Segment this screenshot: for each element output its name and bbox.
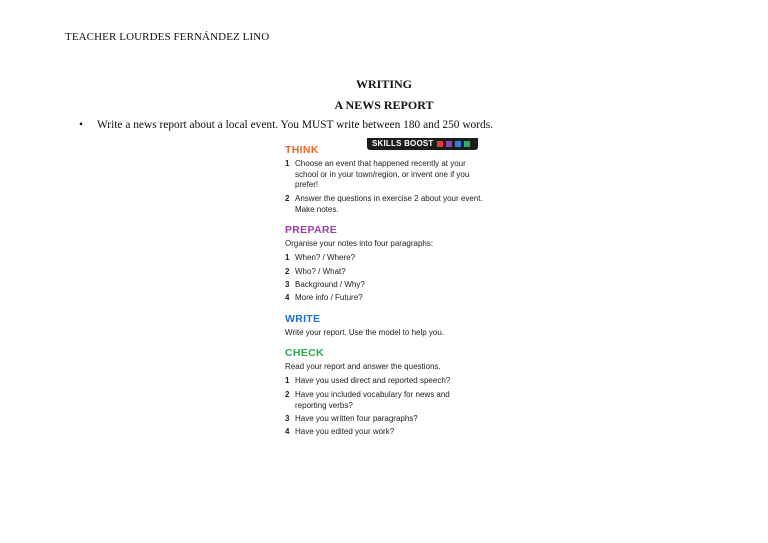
- skills-boost-label: SKILLS BOOST: [372, 139, 434, 148]
- skills-boost-badge: [367, 138, 478, 150]
- think-item-2: Answer the questions in exercise 2 about your event. Make notes.: [295, 194, 483, 214]
- badge-square-green: [464, 141, 470, 147]
- check-num-3: 3: [285, 414, 290, 423]
- write-title: WRITE: [285, 313, 321, 325]
- check-title: CHECK: [285, 347, 324, 359]
- prepare-item-1: When? / Where?: [295, 253, 356, 262]
- prepare-num-3: 3: [285, 280, 290, 289]
- instruction-bullet: [79, 119, 493, 131]
- think-title: THINK: [285, 144, 319, 156]
- think-item-1: Choose an event that happened recently at your school or in your town/region, or invent one if you prefer!: [295, 159, 470, 189]
- check-item-1: Have you used direct and reported speech?: [295, 376, 451, 385]
- prepare-num-1: 1: [285, 253, 290, 262]
- author-header: TEACHER LOURDES FERNÁNDEZ LINO: [65, 31, 270, 43]
- instruction-text: Write a news report about a local event. You MUST write between 180 and 250 words.: [97, 119, 494, 131]
- prepare-title: PREPARE: [285, 224, 338, 236]
- check-intro: Read your report and answer the questions.: [285, 362, 441, 371]
- prepare-intro: Organise your notes into four paragraphs:: [285, 239, 434, 248]
- badge-square-blue: [455, 141, 461, 147]
- check-item-2: Have you included vocabulary for news and reporting verbs?: [295, 390, 450, 410]
- check-num-2: 2: [285, 390, 290, 399]
- write-intro: Write your report. Use the model to help you.: [285, 328, 445, 337]
- check-item-4: Have you edited your work?: [295, 427, 395, 436]
- skills-card: [281, 138, 488, 441]
- check-num-1: 1: [285, 376, 290, 385]
- check-item-3: Have you written four paragraphs?: [295, 414, 418, 423]
- prepare-num-4: 4: [285, 293, 290, 302]
- badge-square-purple: [446, 141, 452, 147]
- page-title: WRITING: [355, 77, 412, 91]
- check-num-4: 4: [285, 427, 290, 436]
- page-subtitle: A NEWS REPORT: [334, 98, 434, 112]
- prepare-item-3: Background / Why?: [295, 280, 365, 289]
- prepare-item-4: More info / Future?: [295, 293, 363, 302]
- think-num-2: 2: [285, 194, 290, 203]
- prepare-item-2: Who? / What?: [295, 267, 346, 276]
- bullet-dot: •: [79, 119, 83, 131]
- prepare-num-2: 2: [285, 267, 290, 276]
- badge-square-red: [437, 141, 443, 147]
- think-num-1: 1: [285, 159, 290, 168]
